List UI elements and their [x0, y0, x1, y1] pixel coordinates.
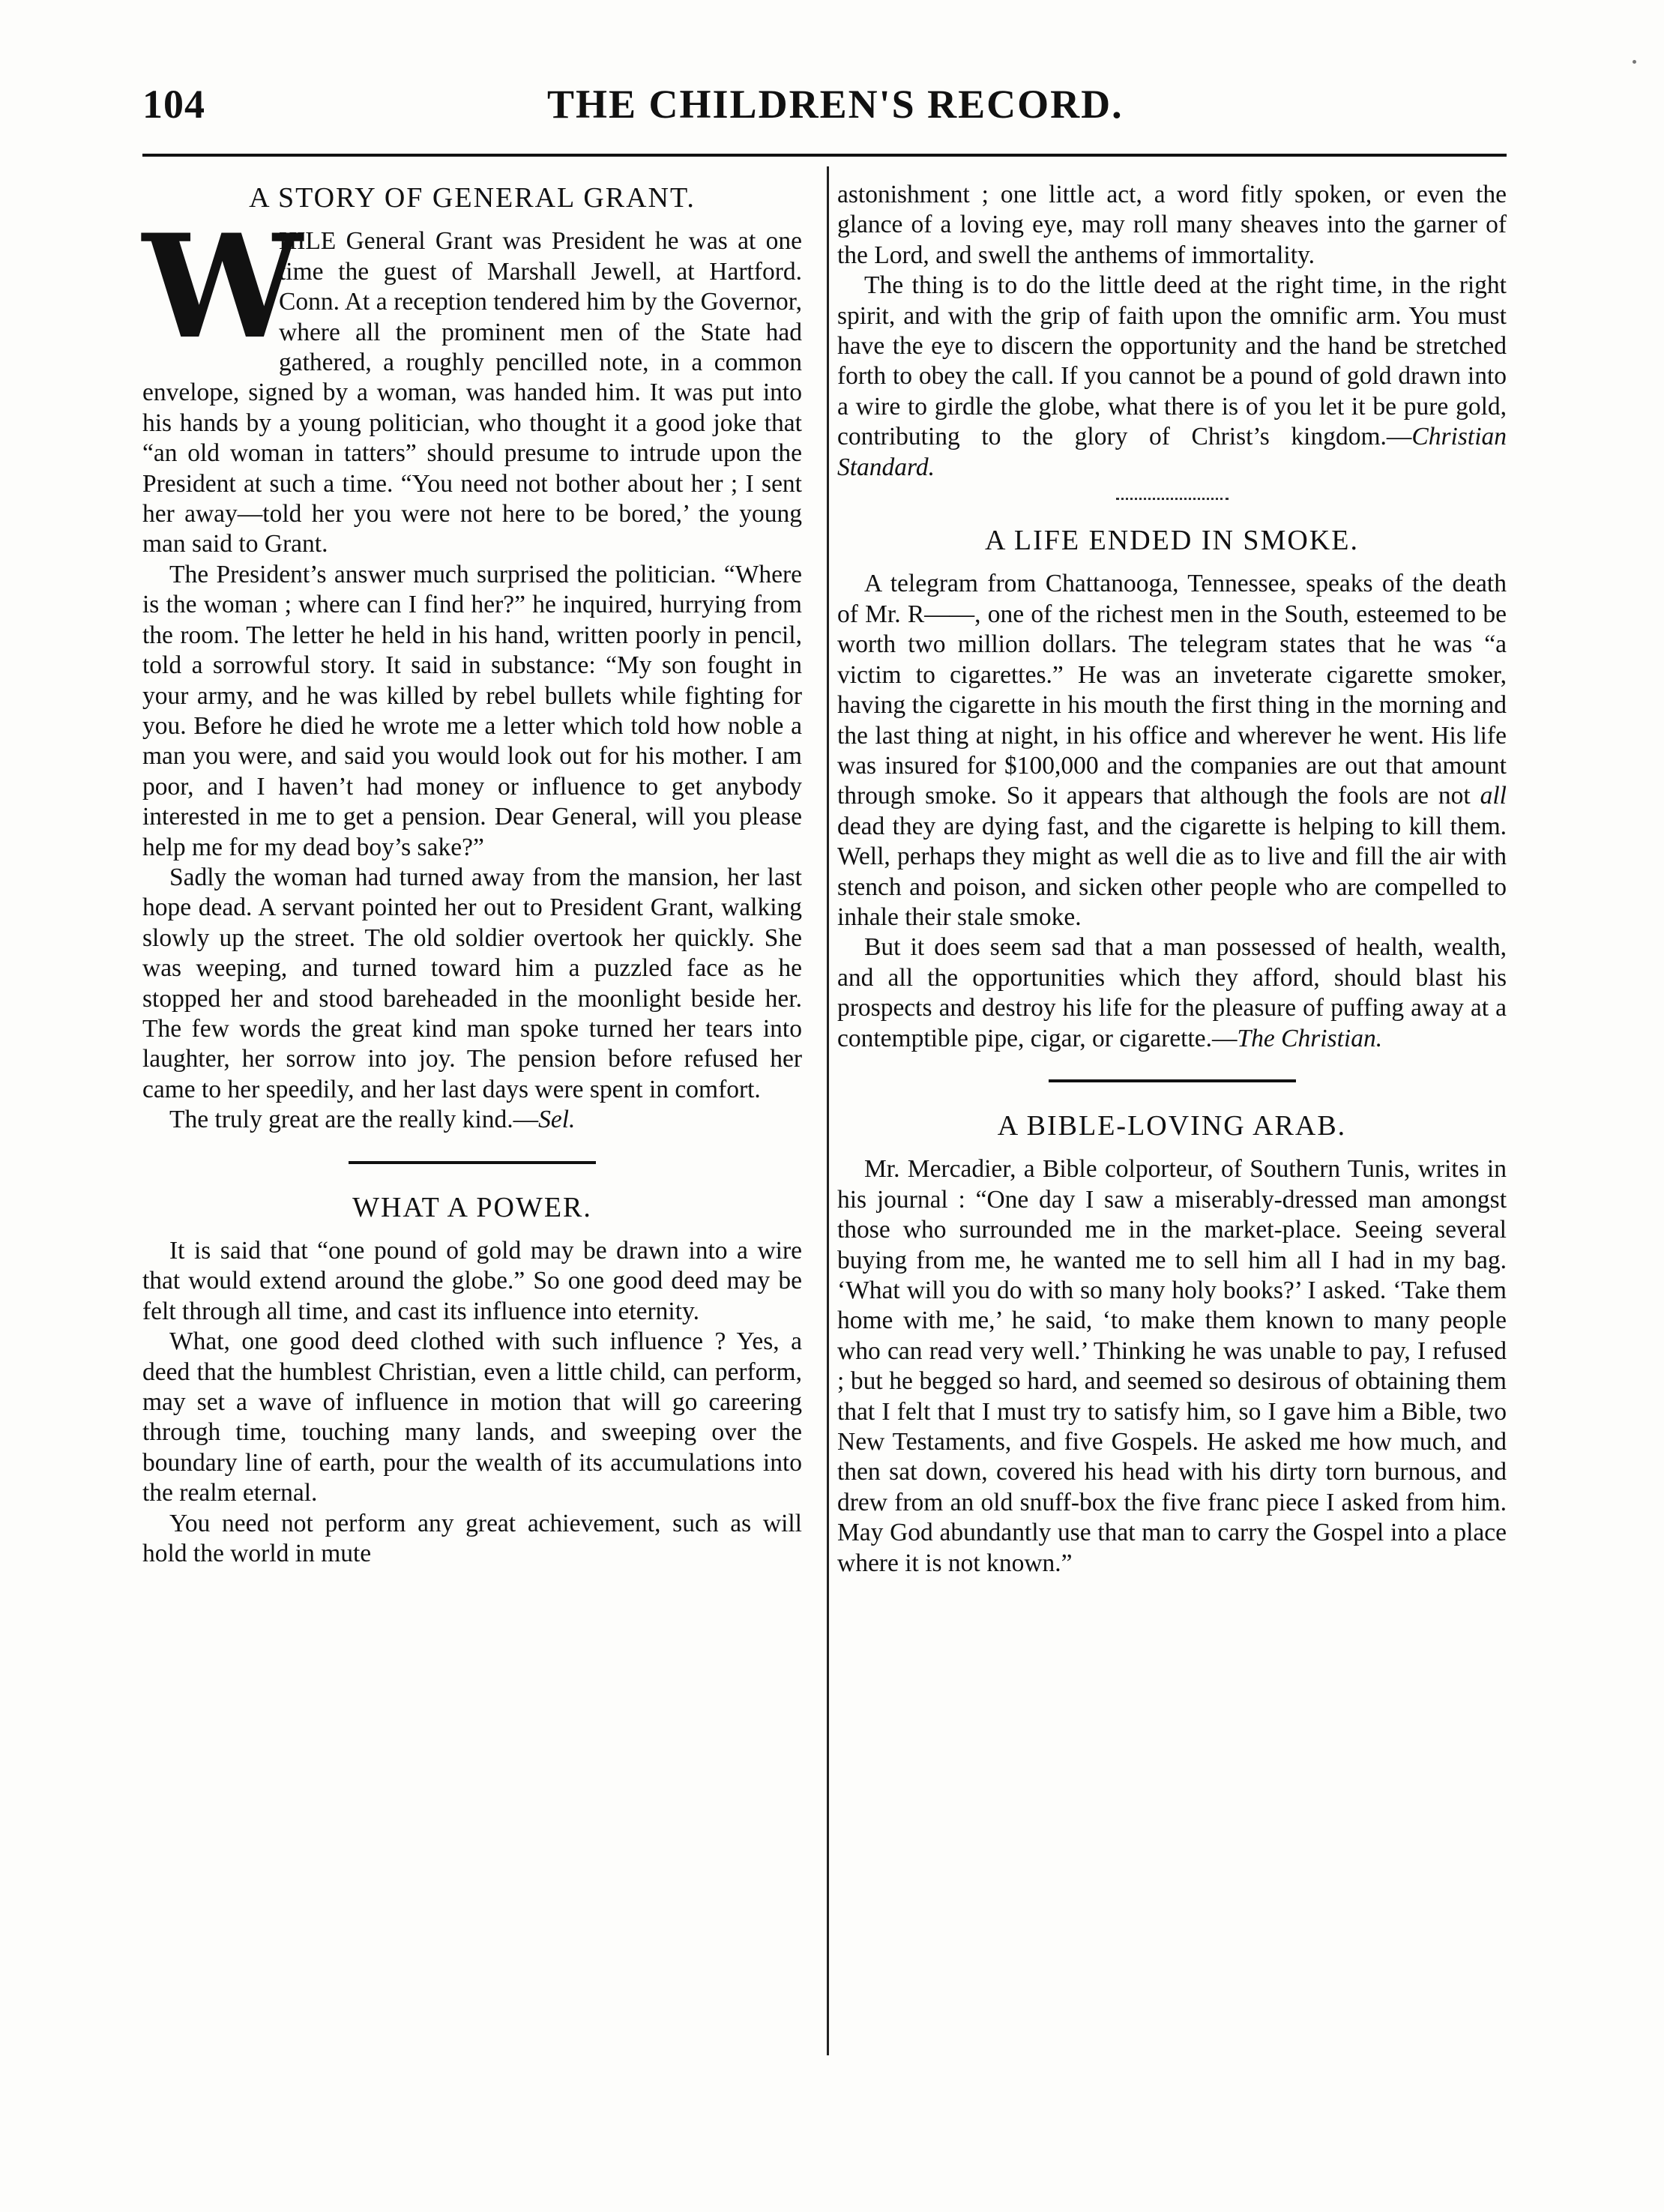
article-paragraph: A telegram from Chattanooga, Tennessee, speaks of the death of Mr. R——, one of the richest men in the South, esteemed to be worth two million dollars. The telegram states that he was “a victim to cigarettes.” He was an inveterate cigarette smoker, having the cigarette in his mouth the first thing in the morning and the last thing at night, in his office and wherever he went. His life was insured for $100,000 and the companies are out that amount through smoke. So it appears that although the fools are not all dead they are dying fast, and the cigarette is helping to kill them. Well, perhaps they might as well die as to live and fill the air with stench and poison, and sicken other people who are compelled to inhale their stale smoke. [837, 570, 1507, 931]
article-paragraph: Mr. Mercadier, a Bible colporteur, of Southern Tunis, writes in his journal : “One day I saw a miserably-dressed man amongst those who surrounded me in the market-place. Seeing several buying from me, he wanted me to sell him all I had in my bag. ‘What will you do with so many holy books?’ I asked. ‘Take them home with me,’ he said, ‘to make them known to many people who can read very well.’ Thinking he was unable to pay, I refused ; but he begged so hard, and seemed so desirous of obtaining them that I felt that I must try to satisfy him, so I gave him a Bible, two New Testaments, and five Gospels. He asked me how much, and then sat down, covered his head with his dirty torn burnous, and drew from an old snuff-box the five franc piece I asked from him. May God abundantly use that man to carry the Gospel into a place where it is not known.” [837, 1155, 1507, 1577]
article-what-a-power [142, 1193, 802, 1570]
article-paragraph: W HILE General Grant was President he was at one time the guest of Marshall Jewell, at Hartford. Conn. At a reception tendered him by the Governor, where all the prominent men of the State had gathered, a roughly pencilled note, in a common envelope, signed by a woman, was handed him. It was put into his hands by a young politician, who thought it a good joke that “an old woman in tatters” should presume to intrude upon the President at such a time. “You need not bother about her ; I sent her away—told her you were not here to be bored,’ the young man said to Grant. [142, 203, 802, 558]
right-column [837, 180, 1507, 1579]
page-number: 104 [142, 82, 205, 127]
article-heading: A LIFE ENDED IN SMOKE. [985, 525, 1359, 557]
article-paragraph: The President’s answer much surprised the politician. “Where is the woman ; where can I find her?” he inquired, hurrying from the room. The letter he held in his hand, written poorly in pencil, told a sorrowful story. It said in substance: “My son fought in your army, and he was killed by rebel bullets while fighting for you. Before he died he wrote me a letter which told how noble a man you were, and said you would look out for his mother. I am poor, and I haven’t had money or influence to get anybody interested in me to get a pension. Dear General, will you please help me for my dead boy’s sake?” [142, 560, 802, 861]
article-paragraph: It is said that “one pound of gold may be drawn into a wire that would extend around the globe.” So one good deed may be felt through all time, and cast its influence into eternity. [142, 1237, 802, 1325]
article-general-grant [142, 183, 802, 1136]
speck-mark [1633, 60, 1636, 64]
section-rule [1116, 498, 1229, 500]
article-paragraph: What, one good deed clothed with such influence ? Yes, a deed that the humblest Christian, even a little child, can perform, may set a wave of influence in motion that will go careering through time, touching many lands, and sweeping over the boundary line of earth, pour the wealth of its accumulations into the realm eternal. [142, 1327, 802, 1507]
article-paragraph: Sadly the woman had turned away from the mansion, her last hope dead. A servant pointed her out to President Grant, walking slowly up the street. The old soldier overtook her quickly. She was weeping, and turned toward him a puzzled face as he stopped her and stood bareheaded in the moonlight beside her. The few words the great kind man spoke turned her tears into laughter, her sorrow into joy. The pension before refused her came to her speedily, and her last days were spent in comfort. [142, 863, 802, 1103]
article-paragraph: The truly great are the really kind.—Sel. [169, 1106, 576, 1134]
article-paragraph: You need not perform any great achievement, such as will hold the world in mute [142, 1509, 802, 1568]
article-heading: A BIBLE-LOVING ARAB. [997, 1109, 1347, 1142]
section-rule [349, 1161, 596, 1164]
left-column [142, 180, 802, 1569]
source-signature: The Christian. [1237, 1024, 1383, 1052]
header-rule [142, 154, 1507, 157]
article-paragraph: astonishment ; one little act, a word fitly spoken, or even the glance of a loving eye, may roll many sheaves into the garner of the Lord, and swell the anthems of immortality. [837, 181, 1507, 269]
article-paragraph: But it does seem sad that a man possessed of health, wealth, and all the opportunities which they afford, should blast his prospects and destroy his life for the pleasure of puffing away at a contemptible pipe, cigar, or cigarette.—The Christian. [837, 933, 1507, 1052]
article-paragraph: The thing is to do the little deed at the right time, in the right spirit, and with the grip of faith upon the omnific arm. You must have the eye to discern the opportunity and the hand be stretched forth to obey the call. If you cannot be a pound of gold drawn into a wire to girdle the globe, what there is of you let it be pure gold, contributing to the glory of Christ’s kingdom.—Christian Standard. [837, 271, 1507, 481]
journal-title: THE CHILDREN'S RECORD. [547, 82, 1124, 127]
column-divider [827, 166, 829, 2055]
section-rule [1049, 1079, 1296, 1082]
article-life-ended-in-smoke [837, 525, 1507, 1054]
article-heading: A STORY OF GENERAL GRANT. [249, 182, 696, 214]
source-signature: Christian Standard. [837, 423, 1507, 481]
article-what-a-power-continued [837, 180, 1507, 483]
drop-cap: W [142, 203, 303, 371]
page-header [142, 75, 1507, 135]
article-heading: WHAT A POWER. [352, 1191, 592, 1223]
article-bible-loving-arab [837, 1111, 1507, 1579]
source-signature: Sel. [538, 1106, 576, 1134]
